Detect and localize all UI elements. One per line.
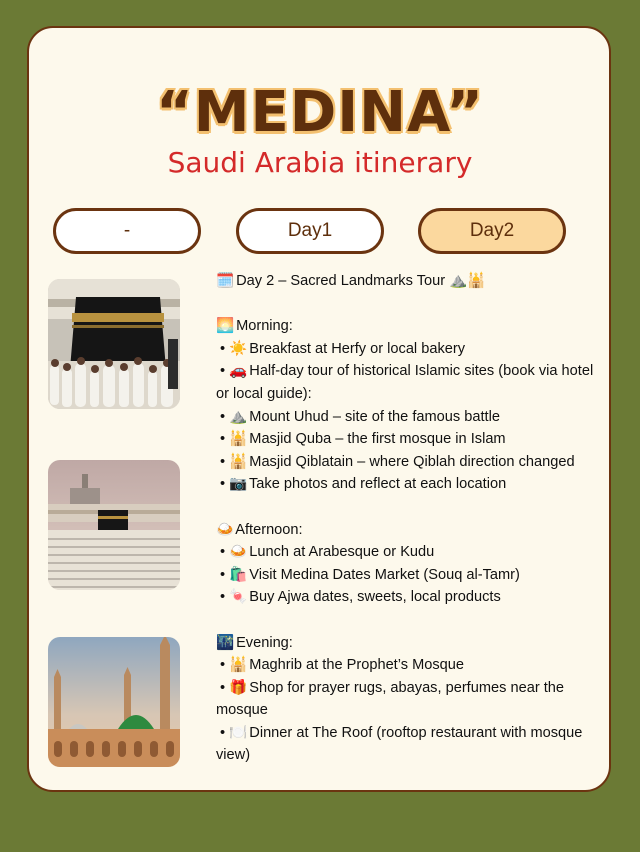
kaaba-photo: [48, 279, 180, 409]
tab-day1[interactable]: Day1: [236, 208, 384, 254]
kaaba-closeup-photo: [48, 279, 180, 409]
page-title: “MEDINA”: [156, 80, 484, 145]
morning-heading: 🌅 Morning:: [216, 315, 601, 338]
calendar-icon: 🗓️: [216, 273, 235, 289]
mountain-icon: ⛰️: [229, 408, 248, 425]
haram-crowd-photo: [48, 460, 180, 590]
day-heading: 🗓️ Day 2 – Sacred Landmarks Tour ⛰️🕌: [216, 270, 601, 293]
tab-blank[interactable]: -: [53, 208, 201, 254]
tab-day2[interactable]: Day2: [418, 208, 566, 254]
mosque-icon: 🕌: [229, 657, 248, 674]
afternoon-heading: 🍛 Afternoon:: [216, 519, 601, 542]
list-item: • 🎁 Shop for prayer rugs, abayas, perfumes near the mosque: [216, 677, 601, 722]
list-item: • 🛍️ Visit Medina Dates Market (Souq al-Tamr): [216, 564, 601, 587]
mountain-mosque-icon: ⛰️🕌: [449, 273, 486, 289]
candy-icon: 🍬: [229, 589, 248, 606]
list-item: • 📷 Take photos and reflect at each location: [216, 473, 601, 496]
page-subtitle: Saudi Arabia itinerary: [167, 146, 473, 179]
list-item: • 🚗 Half-day tour of historical Islamic sites (book via hotel or local guide):: [216, 360, 601, 405]
night-city-icon: 🌃: [216, 634, 235, 651]
sun-icon: ☀️: [229, 340, 248, 357]
itinerary-content: [216, 270, 601, 767]
list-item: • 🕌 Masjid Quba – the first mosque in Islam: [216, 428, 601, 451]
list-item: • 🍽️ Dinner at The Roof (rooftop restaurant with mosque view): [216, 722, 601, 767]
prophets-mosque-photo: [48, 637, 180, 767]
evening-heading: 🌃 Evening:: [216, 632, 601, 655]
list-item: • ☀️ Breakfast at Herfy or local bakery: [216, 338, 601, 361]
gift-icon: 🎁: [229, 679, 248, 696]
camera-icon: 📷: [229, 476, 248, 493]
curry-icon: 🍛: [216, 521, 235, 538]
list-item: • 🕌 Maghrib at the Prophet’s Mosque: [216, 654, 601, 677]
dinner-plate-icon: 🍽️: [229, 724, 248, 741]
mosque-icon: 🕌: [229, 431, 248, 448]
prophets-mosque-photo: [48, 637, 180, 767]
list-item: • 🕌 Masjid Qiblatain – where Qiblah direction changed: [216, 451, 601, 474]
sunrise-icon: 🌅: [216, 318, 235, 335]
shopping-bags-icon: 🛍️: [229, 566, 248, 583]
curry-icon: 🍛: [229, 544, 248, 561]
haram-photo: [48, 460, 180, 590]
list-item: • 🍬 Buy Ajwa dates, sweets, local products: [216, 586, 601, 609]
list-item: • ⛰️ Mount Uhud – site of the famous battle: [216, 406, 601, 429]
mosque-icon: 🕌: [229, 453, 248, 470]
list-item: • 🍛 Lunch at Arabesque or Kudu: [216, 541, 601, 564]
car-icon: 🚗: [229, 363, 248, 380]
